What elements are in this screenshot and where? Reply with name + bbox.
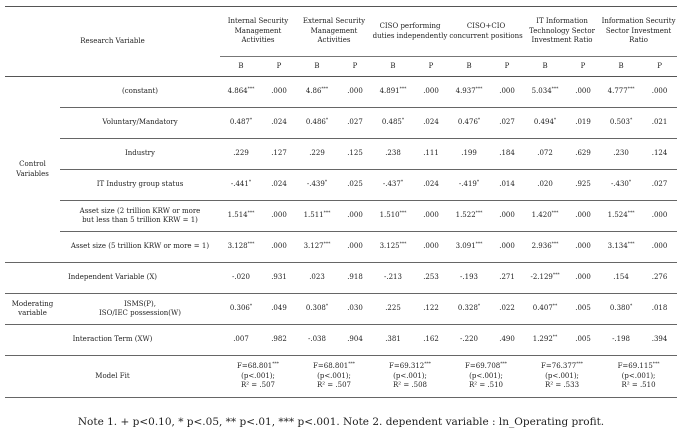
- b-value: 1.420***: [524, 201, 566, 232]
- control-variables-label: Control Variables: [5, 77, 60, 263]
- b-value: 0.494*: [524, 108, 566, 139]
- p-value: .000: [414, 201, 448, 232]
- f-p-value: (p<.001);: [241, 371, 275, 380]
- significance-stars: *: [325, 118, 329, 124]
- p-value: .925: [566, 170, 600, 201]
- p-value: .127: [262, 139, 296, 170]
- group-header: CISO+CIO concurrent positions: [449, 22, 523, 40]
- b-value: .020: [524, 170, 566, 201]
- b-value: -.439*: [296, 170, 338, 201]
- table-row: [5, 77, 677, 108]
- variable-name: Independent Variable (X): [5, 263, 220, 294]
- model-fit-cell: [296, 356, 372, 398]
- f-statistic: F=69.708: [465, 362, 501, 371]
- p-value: .025: [338, 170, 372, 201]
- model-fit-label: Model Fit: [5, 356, 220, 398]
- b-value: .230: [600, 139, 642, 170]
- significance-stars: ***: [272, 362, 279, 368]
- significance-stars: *: [629, 304, 633, 310]
- significance-stars: ***: [399, 87, 407, 93]
- variable-name: IT Industry group status: [60, 170, 220, 201]
- group-header: Information Security Sector Investment Ratio: [601, 17, 676, 45]
- variable-name: Asset size (5 trillion KRW or more = 1): [60, 232, 220, 263]
- b-value: 1.511***: [296, 201, 338, 232]
- p-value: .000: [490, 77, 524, 108]
- p-value: .000: [414, 232, 448, 263]
- variable-name-line: ISO/IEC possession(W): [99, 309, 181, 317]
- significance-stars: ***: [652, 362, 660, 368]
- f-p-value: (p<.001);: [317, 371, 351, 380]
- p-value: .125: [338, 139, 372, 170]
- b-value: -2.129***: [524, 263, 566, 294]
- p-header: P: [338, 57, 372, 77]
- b-value: 1.510***: [372, 201, 414, 232]
- p-value: .394: [642, 325, 677, 356]
- significance-stars: ***: [323, 211, 331, 217]
- p-value: .022: [490, 294, 524, 325]
- variable-name-line: Asset size (2 trillion KRW or more: [79, 206, 201, 215]
- significance-stars: ***: [627, 211, 635, 217]
- significance-stars: ***: [247, 211, 255, 217]
- b-header: B: [448, 57, 490, 77]
- model-fit-cell: [448, 356, 524, 398]
- f-p-value: (p<.001);: [621, 371, 656, 380]
- b-value: -.430*: [600, 170, 642, 201]
- significance-stars: ***: [321, 87, 329, 93]
- significance-stars: **: [552, 335, 558, 341]
- b-value: 0.308*: [296, 294, 338, 325]
- b-value: .007: [220, 325, 262, 356]
- b-header: B: [220, 57, 262, 77]
- p-value: .027: [338, 108, 372, 139]
- group-header: External Security Management Activities: [302, 17, 366, 45]
- p-value: .276: [642, 263, 677, 294]
- p-value: .000: [262, 201, 296, 232]
- b-value: -.213: [372, 263, 414, 294]
- b-value: .238: [372, 139, 414, 170]
- variable-name: (constant): [60, 77, 220, 108]
- b-value: 0.476*: [448, 108, 490, 139]
- group-header: Internal Security Management Activities: [227, 17, 289, 45]
- b-value: 3.125***: [372, 232, 414, 263]
- table-row: [5, 108, 677, 139]
- significance-stars: ***: [475, 242, 483, 248]
- b-value: -.193: [448, 263, 490, 294]
- group-header: CISO performing duties independently: [372, 22, 448, 40]
- significance-stars: ***: [552, 273, 560, 279]
- b-value: -.437*: [372, 170, 414, 201]
- significance-stars: ***: [627, 242, 635, 248]
- significance-stars: *: [476, 180, 480, 186]
- b-value: .381: [372, 325, 414, 356]
- b-value: 4.864***: [220, 77, 262, 108]
- p-value: .018: [642, 294, 677, 325]
- significance-stars: *: [400, 180, 404, 186]
- b-value: -.198: [600, 325, 642, 356]
- b-value: -.020: [220, 263, 262, 294]
- b-value: 0.380*: [600, 294, 642, 325]
- p-value: .027: [490, 108, 524, 139]
- f-p-value: (p<.001);: [545, 371, 579, 380]
- b-value: -.419*: [448, 170, 490, 201]
- significance-stars: *: [629, 118, 633, 124]
- b-value: .229: [296, 139, 338, 170]
- p-value: .019: [566, 108, 600, 139]
- significance-stars: *: [401, 118, 405, 124]
- table-row: [5, 139, 677, 170]
- p-value: .000: [414, 77, 448, 108]
- p-header: P: [642, 57, 677, 77]
- f-p-value: (p<.001);: [393, 371, 427, 380]
- variable-name: Interaction Term (XW): [5, 325, 220, 356]
- f-statistic: F=76.377: [541, 362, 577, 371]
- p-value: .000: [338, 77, 372, 108]
- p-value: .629: [566, 139, 600, 170]
- p-value: .024: [262, 108, 296, 139]
- r-squared: R² = .510: [469, 381, 504, 390]
- f-p-value: (p<.001);: [469, 371, 503, 380]
- significance-stars: ***: [551, 87, 559, 93]
- significance-stars: ***: [399, 211, 407, 217]
- p-value: .027: [642, 170, 677, 201]
- b-value: 0.306*: [220, 294, 262, 325]
- b-value: 0.486*: [296, 108, 338, 139]
- variable-name: Voluntary/Mandatory: [60, 108, 220, 139]
- p-header: P: [262, 57, 296, 77]
- p-value: .000: [642, 232, 677, 263]
- p-header: P: [414, 57, 448, 77]
- p-header: P: [566, 57, 600, 77]
- b-value: 3.091***: [448, 232, 490, 263]
- f-statistic: F=69.115: [617, 362, 653, 371]
- p-value: .024: [414, 108, 448, 139]
- significance-stars: ***: [500, 362, 507, 368]
- f-statistic: F=68.801: [237, 362, 273, 371]
- p-value: .005: [566, 294, 600, 325]
- table-row: [5, 294, 677, 325]
- significance-stars: ***: [399, 242, 407, 248]
- p-value: .000: [262, 77, 296, 108]
- group-header: IT Information Technology Sector Investment Ratio: [529, 17, 595, 45]
- r-squared: R² = .508: [393, 381, 427, 390]
- significance-stars: ***: [551, 211, 559, 217]
- significance-stars: *: [248, 180, 252, 186]
- b-value: 4.937***: [448, 77, 490, 108]
- significance-stars: *: [628, 180, 632, 186]
- p-value: .162: [414, 325, 448, 356]
- regression-table: [5, 7, 677, 398]
- p-value: .931: [262, 263, 296, 294]
- model-fit-cell: [372, 356, 448, 398]
- b-value: .225: [372, 294, 414, 325]
- significance-stars: *: [477, 304, 481, 310]
- p-value: .000: [338, 232, 372, 263]
- significance-stars: ***: [551, 242, 559, 248]
- b-value: 0.487*: [220, 108, 262, 139]
- b-header: B: [524, 57, 566, 77]
- b-value: 1.292**: [524, 325, 566, 356]
- p-value: .000: [338, 201, 372, 232]
- b-value: 3.127***: [296, 232, 338, 263]
- table-row: [5, 201, 677, 232]
- p-value: .122: [414, 294, 448, 325]
- significance-stars: **: [552, 304, 558, 310]
- b-value: 0.485*: [372, 108, 414, 139]
- significance-stars: *: [249, 304, 253, 310]
- model-fit-cell: [220, 356, 296, 398]
- p-value: .111: [414, 139, 448, 170]
- b-value: -.220: [448, 325, 490, 356]
- b-value: .072: [524, 139, 566, 170]
- b-value: -.441*: [220, 170, 262, 201]
- b-value: 1.514***: [220, 201, 262, 232]
- table-row: [5, 263, 677, 294]
- table-note: Note 1. + p<0.10, * p<.05, ** p<.01, *** p<.001. Note 2. dependent variable : ln_Operating profit.: [77, 416, 605, 428]
- b-value: .154: [600, 263, 642, 294]
- r-squared: R² = .507: [241, 381, 275, 390]
- significance-stars: ***: [475, 211, 483, 217]
- p-value: .000: [566, 201, 600, 232]
- p-value: .024: [262, 170, 296, 201]
- b-value: 3.134***: [600, 232, 642, 263]
- b-value: 0.328*: [448, 294, 490, 325]
- model-fit-row: [5, 356, 677, 398]
- significance-stars: *: [324, 180, 328, 186]
- b-value: 1.524***: [600, 201, 642, 232]
- b-value: 4.777***: [600, 77, 642, 108]
- p-value: .000: [566, 263, 600, 294]
- r-squared: R² = .510: [621, 381, 656, 390]
- table-row: [5, 325, 677, 356]
- moderating-variable-label: Moderating variable: [5, 294, 60, 325]
- p-value: .124: [642, 139, 677, 170]
- p-value: .014: [490, 170, 524, 201]
- b-value: 2.936***: [524, 232, 566, 263]
- significance-stars: ***: [627, 87, 635, 93]
- b-value: 5.034***: [524, 77, 566, 108]
- b-value: .199: [448, 139, 490, 170]
- p-value: .490: [490, 325, 524, 356]
- p-value: .904: [338, 325, 372, 356]
- significance-stars: ***: [576, 362, 584, 368]
- variable-name: [60, 201, 220, 232]
- p-value: .000: [566, 77, 600, 108]
- significance-stars: *: [325, 304, 329, 310]
- b-value: 0.407**: [524, 294, 566, 325]
- p-header: P: [490, 57, 524, 77]
- b-value: 1.522***: [448, 201, 490, 232]
- significance-stars: ***: [247, 87, 255, 93]
- b-value: 3.128***: [220, 232, 262, 263]
- b-value: 4.86***: [296, 77, 338, 108]
- f-statistic: F=68.801: [313, 362, 349, 371]
- b-value: -.038: [296, 325, 338, 356]
- r-squared: R² = .507: [317, 381, 351, 390]
- b-header: B: [296, 57, 338, 77]
- p-value: .000: [262, 232, 296, 263]
- p-value: .184: [490, 139, 524, 170]
- significance-stars: ***: [323, 242, 331, 248]
- p-value: .024: [414, 170, 448, 201]
- b-header: B: [600, 57, 642, 77]
- b-value: .229: [220, 139, 262, 170]
- significance-stars: ***: [424, 362, 431, 368]
- model-fit-cell: [524, 356, 600, 398]
- r-squared: R² = .533: [545, 381, 580, 390]
- p-value: .000: [490, 201, 524, 232]
- significance-stars: ***: [475, 87, 483, 93]
- p-value: .000: [642, 77, 677, 108]
- p-value: .000: [642, 201, 677, 232]
- research-variable-header: Research Variable: [5, 7, 220, 77]
- significance-stars: *: [477, 118, 481, 124]
- p-value: .005: [566, 325, 600, 356]
- variable-name: [60, 294, 220, 325]
- p-value: .253: [414, 263, 448, 294]
- significance-stars: ***: [348, 362, 355, 368]
- p-value: .049: [262, 294, 296, 325]
- p-value: .000: [566, 232, 600, 263]
- significance-stars: *: [249, 118, 253, 124]
- variable-name-line: but less than 5 trillion KRW = 1): [82, 216, 198, 224]
- b-value: 4.891***: [372, 77, 414, 108]
- p-value: .021: [642, 108, 677, 139]
- b-header: B: [372, 57, 414, 77]
- p-value: .271: [490, 263, 524, 294]
- significance-stars: *: [553, 118, 557, 124]
- p-value: .000: [490, 232, 524, 263]
- b-value: 0.503*: [600, 108, 642, 139]
- table-row: [5, 170, 677, 201]
- p-value: .030: [338, 294, 372, 325]
- variable-name-line: ISMS(P),: [124, 299, 156, 308]
- variable-name: Industry: [60, 139, 220, 170]
- f-statistic: F=69.312: [389, 362, 425, 371]
- p-value: .982: [262, 325, 296, 356]
- b-value: .023: [296, 263, 338, 294]
- significance-stars: ***: [247, 242, 255, 248]
- p-value: .918: [338, 263, 372, 294]
- model-fit-cell: [600, 356, 677, 398]
- table-row: [5, 232, 677, 263]
